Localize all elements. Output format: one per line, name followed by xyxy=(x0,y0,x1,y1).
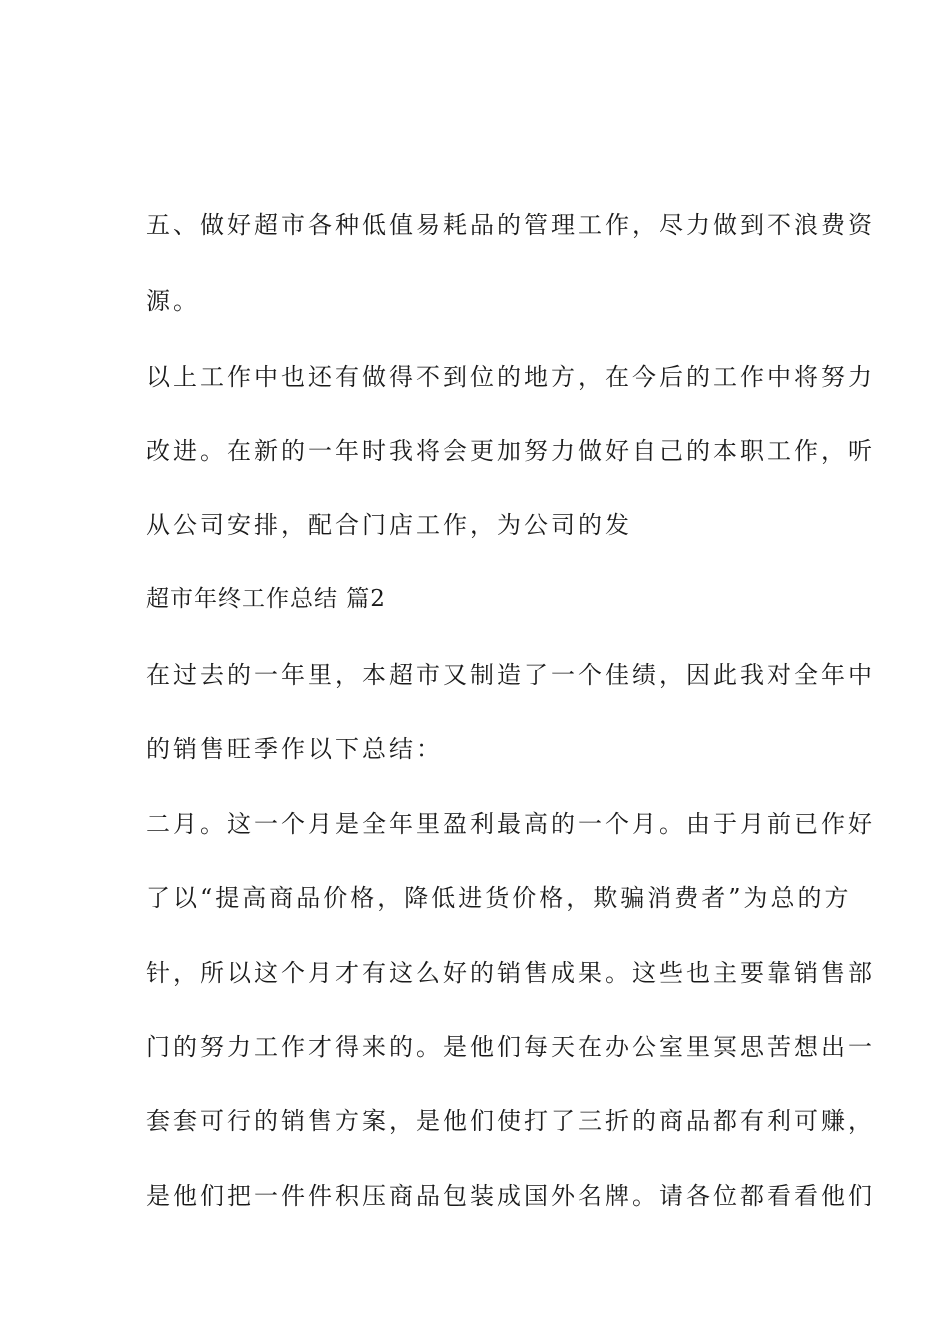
paragraph-line: 改进。在新的一年时我将会更加努力做好自己的本职工作，听 xyxy=(146,437,875,465)
paragraph-line: 针，所以这个月才有这么好的销售成果。这些也主要靠销售部 xyxy=(146,959,875,987)
paragraph-line: 二月。这一个月是全年里盈利最高的一个月。由于月前已作好 xyxy=(146,810,875,838)
paragraph-line: 是他们把一件件积压商品包装成国外名牌。请各位都看看他们 xyxy=(146,1182,875,1210)
section-heading: 超市年终工作总结 篇2 xyxy=(146,586,386,612)
paragraph-line: 门的努力工作才得来的。是他们每天在办公室里冥思苦想出一 xyxy=(146,1033,875,1061)
paragraph-line: 套套可行的销售方案，是他们使打了三折的商品都有利可赚， xyxy=(146,1107,875,1135)
paragraph-line: 在过去的一年里，本超市又制造了一个佳绩，因此我对全年中 xyxy=(146,661,875,689)
paragraph-line: 从公司安排，配合门店工作，为公司的发 xyxy=(146,511,632,539)
paragraph-line: 源。 xyxy=(146,287,200,315)
paragraph-line: 了以“提高商品价格，降低进货价格，欺骗消费者”为总的方 xyxy=(146,884,852,912)
paragraph-line: 以上工作中也还有做得不到位的地方，在今后的工作中将努力 xyxy=(146,363,875,391)
paragraph-line: 的销售旺季作以下总结： xyxy=(146,735,443,763)
paragraph-line: 五、做好超市各种低值易耗品的管理工作，尽力做到不浪费资 xyxy=(146,211,875,239)
